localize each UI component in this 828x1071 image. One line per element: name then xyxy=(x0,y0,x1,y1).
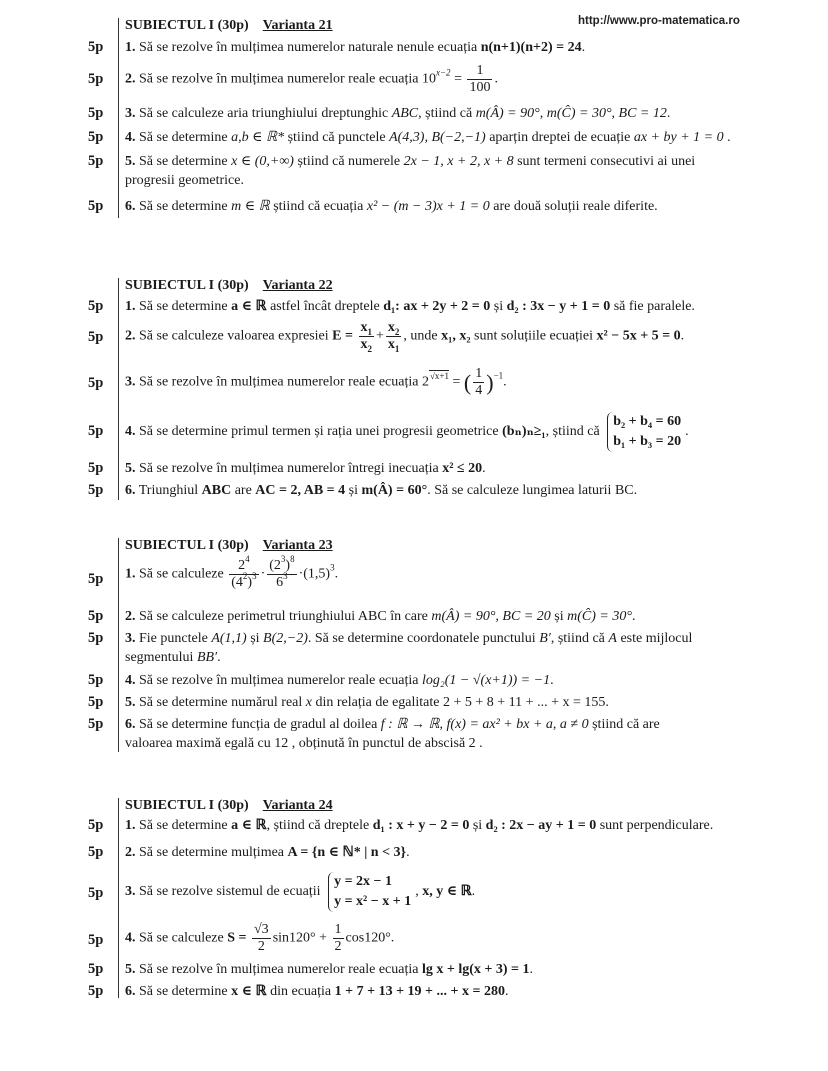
problem-text: 1. Să se calculeze $\frac{2^4}{(4^2)^3}$ · $\frac{(2^3)^8}{6^3}$ $\cdot(1,5)^3$. xyxy=(125,554,339,590)
section-title: SUBIECTUL I (30p) xyxy=(125,798,249,813)
problem-text xyxy=(125,671,775,690)
problem-text: 2. Să se calculeze valoarea expresiei E = $\frac{x_1}{x_2}$ + $\frac{x_2}{x_1}$ , unde x₁, x₂ sunt soluțiile ecuației x² − 5x + 5 = 0. xyxy=(125,320,685,354)
math-exponent: x−2 xyxy=(435,67,451,78)
math-expression: ax + by + 1 = 0 xyxy=(633,130,724,145)
problem-text xyxy=(125,297,775,316)
variant-label: Varianta 24 xyxy=(262,798,333,813)
math-expression: 2 + 5 + 8 + 11 + ... + x = 155 xyxy=(443,695,606,710)
problem-statement: sunt soluțiile ecuației xyxy=(474,328,594,344)
math-expression: x² − (m − 3)x + 1 = 0 xyxy=(366,199,490,214)
problem-statement: are două soluții reale diferite. xyxy=(493,199,658,214)
problem-text xyxy=(125,412,775,452)
math-expression: d₁ : x + y − 2 = 0 xyxy=(372,818,470,833)
problem-text xyxy=(125,38,775,57)
fraction: $\frac{(2^3)^8}{6^3}$ xyxy=(269,554,295,590)
points-label: 5p xyxy=(88,630,104,646)
section-header xyxy=(125,278,333,294)
problem-statement: în care xyxy=(390,609,428,624)
math-expression: A(1,1) xyxy=(211,631,247,646)
problem-statement: , știind că xyxy=(545,424,600,440)
problem-text xyxy=(125,459,775,478)
punctuation: . xyxy=(581,40,586,55)
punctuation: . xyxy=(680,328,685,344)
problem-statement: . Să se determine coordonatele punctului xyxy=(307,631,536,646)
points-label: 5p xyxy=(88,716,104,732)
points-label: 5p xyxy=(88,105,104,121)
vertical-divider xyxy=(118,538,119,752)
math-expression: m(Ĉ) = 30° xyxy=(567,609,632,624)
problem-statement: Să se rezolve în mulțimea numerelor întregi inecuația xyxy=(139,461,439,476)
problem-number: 5. xyxy=(125,695,136,710)
fraction: $\frac{1}{2}$ xyxy=(334,922,342,954)
problem-text: 4. Să se calculeze S = $\frac{√3}{2}$ sin120° + $\frac{1}{2}$ cos120°. xyxy=(125,922,395,954)
problem-statement: Să se determine mulțimea xyxy=(139,845,285,860)
problem-text: 2. Să se rezolve în mulțimea numerelor reale ecuația $10^{x-2}$ = $\frac{1}{100}$ . xyxy=(125,63,498,95)
problem-number: 3. xyxy=(125,631,136,646)
math-expression: a ≠ 0 xyxy=(559,717,589,732)
problem-statement: și xyxy=(348,483,358,498)
math-expression: d₁: ax + 2y + 2 = 0 xyxy=(383,299,491,314)
math-expression: a ∈ ℝ xyxy=(231,299,267,314)
points-label: 5p xyxy=(88,932,104,948)
system-equation: b₂ + b₄ = 60 xyxy=(613,414,682,429)
points-label: 5p xyxy=(88,329,104,345)
math-expression: A xyxy=(608,631,617,646)
problem-number: 6. xyxy=(125,717,136,732)
punctuation: . xyxy=(631,609,636,624)
problem-number: 2. xyxy=(125,328,136,344)
problem-number: 3. xyxy=(125,106,136,121)
problem-text xyxy=(125,481,775,500)
problem-statement: , xyxy=(552,717,557,732)
points-label: 5p xyxy=(88,482,104,498)
math-expression: 2x − 1, x + 2, x + 8 xyxy=(403,154,514,169)
punctuation: . xyxy=(494,71,498,87)
problem-statement: Să se calculeze xyxy=(139,566,224,582)
problem-statement: Să se rezolve în mulțimea numerelor reale ecuația xyxy=(139,962,419,977)
problem-statement: Să se determine numărul real xyxy=(139,695,303,710)
problem-statement: sunt perpendiculare. xyxy=(599,818,714,833)
points-label: 5p xyxy=(88,71,104,87)
punctuation: . xyxy=(217,650,221,665)
problem-text xyxy=(125,693,775,712)
points-label: 5p xyxy=(88,198,104,214)
punctuation: . xyxy=(406,845,410,860)
problem-statement: știind că are xyxy=(592,717,660,732)
math-expression: n(n+1)(n+2) = 24 xyxy=(480,40,582,55)
section-header xyxy=(125,798,333,814)
problem-number: 2. xyxy=(125,71,136,87)
problem-statement: , știind că dreptele xyxy=(266,818,370,833)
problem-statement: Să se determine xyxy=(139,299,228,314)
math-expression: m(Â) = 90°, BC = 20 xyxy=(431,609,551,624)
punctuation: . xyxy=(550,673,554,688)
math-expression: ABC xyxy=(391,106,419,121)
points-label: 5p xyxy=(88,39,104,55)
points-label: 5p xyxy=(88,423,104,439)
math-expression: A = {n ∈ ℕ* | n < 3} xyxy=(287,845,407,860)
points-label: 5p xyxy=(88,694,104,710)
problem-statement: să fie paralele. xyxy=(613,299,695,314)
math-expression: d₂ : 2x − ay + 1 = 0 xyxy=(485,818,597,833)
system-equation: b₁ + b₃ = 20 xyxy=(613,434,682,449)
punctuation: . xyxy=(727,130,731,145)
points-label: 5p xyxy=(88,885,104,901)
website-url[interactable]: http://www.pro-matematica.ro xyxy=(578,15,740,27)
punctuation: . xyxy=(605,695,609,710)
problem-text xyxy=(125,629,775,667)
problem-statement: Să se determine xyxy=(139,199,228,214)
points-label: 5p xyxy=(88,375,104,391)
problem-statement: , știind că xyxy=(550,631,605,646)
problem-text xyxy=(125,816,775,835)
punctuation: . xyxy=(666,106,671,121)
math-expression: a ∈ ℝ xyxy=(231,818,267,833)
math-expression: lg x + lg(x + 3) = 1 xyxy=(421,962,530,977)
problem-text xyxy=(125,128,775,147)
section-header xyxy=(125,18,333,34)
problem-statement: , xyxy=(415,884,419,900)
problem-text xyxy=(125,872,775,912)
problem-statement: știind că numerele xyxy=(297,154,401,169)
math-expression: 1 + 7 + 13 + 19 + ... + x = 280 xyxy=(334,984,505,999)
math-expression: AC = 2, AB = 4 xyxy=(255,483,346,498)
math-expression: BC xyxy=(614,483,634,498)
section-title: SUBIECTUL I (30p) xyxy=(125,538,249,553)
problem-statement: știind că punctele xyxy=(287,130,386,145)
problem-number: 6. xyxy=(125,483,136,498)
problem-statement: aparțin dreptei de ecuație xyxy=(489,130,631,145)
points-label: 5p xyxy=(88,961,104,977)
points-label: 5p xyxy=(88,983,104,999)
problem-number: 2. xyxy=(125,845,136,860)
math-expression: x ∈ ℝ xyxy=(231,984,267,999)
problem-statement: are xyxy=(234,483,252,498)
problem-statement: Să se determine primul termen și rația unei progresii geometrice xyxy=(139,424,499,440)
problem-text xyxy=(125,843,775,862)
problem-statement: și xyxy=(250,631,260,646)
problem-statement: sunt termeni consecutivi ai unei xyxy=(517,154,696,169)
problem-number: 4. xyxy=(125,930,136,946)
problem-continuation: valoarea maximă egală cu 12 , obținută în punctul de abscisă 2 . xyxy=(125,736,483,751)
math-expression: x² − 5x + 5 = 0 xyxy=(596,328,681,344)
math-expression: BB′ xyxy=(196,650,218,665)
fraction: $\frac{√3}{2}$ xyxy=(254,922,269,954)
math-expression: (bₙ)ₙ≥₁ xyxy=(502,424,546,440)
section-header xyxy=(125,538,333,554)
problem-number: 6. xyxy=(125,984,136,999)
punctuation: . xyxy=(482,461,486,476)
equation-system xyxy=(607,412,681,452)
problem-number: 1. xyxy=(125,40,136,55)
math-expression: ABC xyxy=(201,483,232,498)
problem-number: 3. xyxy=(125,884,136,900)
punctuation: . xyxy=(633,483,638,498)
problem-number: 5. xyxy=(125,461,136,476)
math-expression: B(2,−2) xyxy=(263,631,308,646)
points-label: 5p xyxy=(88,298,104,314)
denominator: 100 xyxy=(469,80,491,95)
problem-statement: Să se calculeze valoarea expresiei xyxy=(139,328,329,344)
section-title: SUBIECTUL I (30p) xyxy=(125,278,249,293)
problem-statement: Să se rezolve în mulțimea numerelor reale ecuația xyxy=(139,71,419,87)
problem-statement: este mijlocul xyxy=(620,631,693,646)
problem-statement: Triunghiul xyxy=(138,483,199,498)
math-expression: m ∈ ℝ xyxy=(231,199,270,214)
problem-number: 4. xyxy=(125,424,136,440)
problem-statement: Să se determine xyxy=(139,130,228,145)
problem-statement: Să se determine xyxy=(139,984,228,999)
problem-text xyxy=(125,982,775,1001)
problem-continuation: segmentului xyxy=(125,650,194,665)
points-label: 5p xyxy=(88,608,104,624)
math-expression: x² ≤ 20 xyxy=(442,461,483,476)
problem-number: 5. xyxy=(125,962,136,977)
math-expression: m(Â) = 90°, m(Ĉ) = 30°, BC = 12 xyxy=(475,106,667,121)
variant-label: Varianta 21 xyxy=(262,18,333,33)
problem-statement: și xyxy=(554,609,564,624)
math-expression: A(4,3), B(−2,−1) xyxy=(389,130,486,145)
problem-continuation: progresii geometrice. xyxy=(125,173,244,188)
problem-number: 1. xyxy=(125,299,136,314)
system-equation: y = x² − x + 1 xyxy=(334,894,412,909)
math-expression: x, y ∈ ℝ xyxy=(422,884,472,900)
punctuation: . xyxy=(529,962,534,977)
vertical-divider xyxy=(118,18,119,218)
fraction xyxy=(467,63,492,96)
math-expression: log₂(1 − √(x+1)) = −1 xyxy=(421,673,551,688)
equation-system xyxy=(328,872,411,912)
system-equation: y = 2x − 1 xyxy=(334,874,393,889)
punctuation: . xyxy=(390,930,395,946)
problem-statement: Să se rezolve în mulțimea numerelor naturale nenule ecuația xyxy=(139,40,478,55)
math-expression: ABC xyxy=(357,609,387,624)
variant-label: Varianta 22 xyxy=(262,278,333,293)
fraction: $\frac{x_2}{x_1}$ xyxy=(387,320,400,354)
points-label: 5p xyxy=(88,460,104,476)
problem-statement: Să se determine funcția de gradul al doilea xyxy=(139,717,378,732)
math-expression: d₂ : 3x − y + 1 = 0 xyxy=(506,299,611,314)
problem-text xyxy=(125,197,775,216)
fraction: $\frac{2^4}{(4^2)^3}$ xyxy=(231,554,257,590)
math-expression: f : ℝ → ℝ, f(x) = ax² + bx + a xyxy=(380,717,553,732)
problem-number: 1. xyxy=(125,818,136,833)
variant-label: Varianta 23 xyxy=(262,538,333,553)
problem-statement: Să se determine xyxy=(139,818,228,833)
punctuation: . xyxy=(503,374,507,390)
section-title: SUBIECTUL I (30p) xyxy=(125,18,249,33)
problem-number: 4. xyxy=(125,673,136,688)
problem-statement: Să se calculeze xyxy=(139,930,224,946)
problem-number: 4. xyxy=(125,130,136,145)
punctuation: . xyxy=(505,984,509,999)
problem-statement: și xyxy=(493,299,504,314)
problem-statement: din relația de egalitate xyxy=(315,695,440,710)
math-expression: a,b ∈ ℝ* xyxy=(231,130,285,145)
problem-statement: Fie punctele xyxy=(139,631,208,646)
problem-statement: și xyxy=(472,818,483,833)
problem-text xyxy=(125,607,775,626)
problem-text xyxy=(125,715,775,753)
problem-number: 1. xyxy=(125,566,136,582)
vertical-divider xyxy=(118,798,119,998)
math-expression: B′ xyxy=(539,631,551,646)
math-expression: x₁, x₂ xyxy=(441,328,471,344)
math-expression: m(Â) = 60° xyxy=(361,483,428,498)
problem-text: 3. Să se rezolve în mulțimea numerelor reale ecuația $2^{√x+1}$ = ( $\frac{1}{4}$ )$^{-1}$. xyxy=(125,366,507,398)
problem-statement: Să se calculeze perimetrul triunghiului xyxy=(139,609,356,624)
fraction: $\frac{x_1}{x_2}$ xyxy=(360,320,372,354)
problem-statement: , unde xyxy=(403,328,438,344)
problem-statement: Să se rezolve în mulțimea numerelor reale ecuația xyxy=(139,374,419,390)
problem-statement: Să se calculeze aria triunghiului dreptunghic xyxy=(139,106,389,121)
problem-statement: . Să se calculeze lungimea laturii xyxy=(427,483,612,498)
numerator: 1 xyxy=(467,63,492,80)
problem-statement: Să se rezolve sistemul de ecuații xyxy=(139,884,321,900)
math-base: 10 xyxy=(421,71,436,87)
problem-number: 5. xyxy=(125,154,136,169)
points-label: 5p xyxy=(88,817,104,833)
fraction: $\frac{1}{4}$ xyxy=(475,366,483,398)
math-expression: x ∈ (0,+∞) xyxy=(231,154,294,169)
problem-statement: , știind că xyxy=(418,106,473,121)
points-label: 5p xyxy=(88,844,104,860)
punctuation: . xyxy=(334,566,339,582)
points-label: 5p xyxy=(88,571,104,587)
problem-statement: Să se rezolve în mulțimea numerelor reale ecuația xyxy=(139,673,419,688)
vertical-divider xyxy=(118,278,119,500)
points-label: 5p xyxy=(88,129,104,145)
problem-number: 2. xyxy=(125,609,136,624)
problem-number: 3. xyxy=(125,374,136,390)
problem-statement: Să se determine xyxy=(139,154,228,169)
problem-number: 6. xyxy=(125,199,136,214)
problem-statement: știind că ecuația xyxy=(273,199,364,214)
problem-text xyxy=(125,152,775,190)
problem-statement: din ecuația xyxy=(270,984,332,999)
math-expression: x xyxy=(305,695,312,710)
points-label: 5p xyxy=(88,672,104,688)
problem-text xyxy=(125,104,775,123)
punctuation: . xyxy=(685,424,689,440)
points-label: 5p xyxy=(88,153,104,169)
problem-text xyxy=(125,960,775,979)
punctuation: . xyxy=(471,884,476,900)
problem-statement: astfel încât dreptele xyxy=(270,299,380,314)
